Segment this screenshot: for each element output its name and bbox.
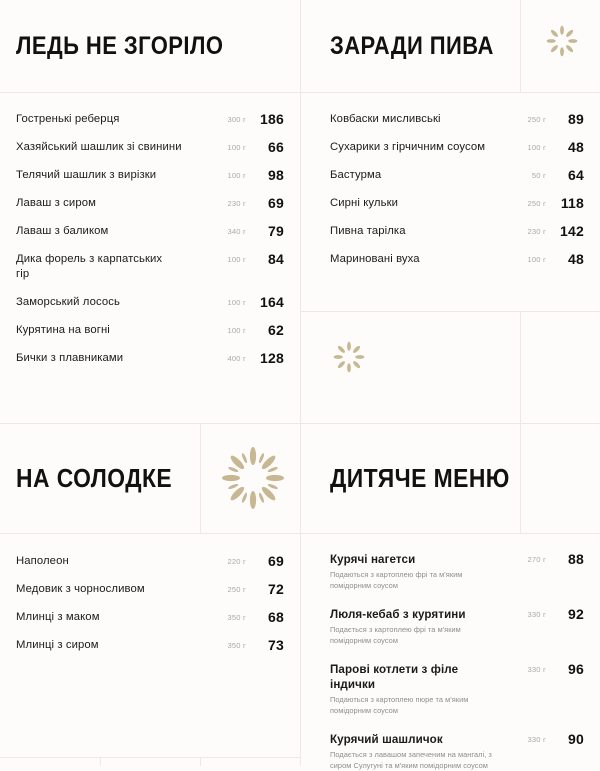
- sunburst-sweet-icon: [222, 447, 284, 509]
- menu-item-main: [16, 610, 204, 625]
- menu-item-price: 89: [568, 111, 584, 127]
- item-list-kids: [330, 552, 584, 771]
- menu-item-price: 118: [560, 195, 584, 211]
- menu-item-name: Пивна тарілка: [330, 225, 406, 237]
- menu-item-price: 164: [260, 294, 284, 310]
- menu-item[interactable]: [16, 112, 284, 127]
- menu-item-main: [330, 168, 504, 183]
- menu-item-main: [330, 112, 504, 127]
- rule-vertical-right-head: [520, 0, 521, 92]
- menu-item-weight: 230 г: [227, 199, 246, 208]
- menu-item-main: [330, 224, 504, 239]
- menu-item-price: 142: [560, 223, 584, 239]
- menu-item-main: [16, 351, 204, 366]
- section-header-sweet: [0, 423, 200, 533]
- item-list-grill: [16, 112, 284, 366]
- menu-item-description: Подаються з картоплею фрі та м'яким помідорним соусом: [330, 570, 463, 590]
- menu-item-weight: 250 г: [227, 585, 246, 594]
- rule-horizontal-bottom: [0, 757, 300, 758]
- menu-item-price: 68: [268, 609, 284, 625]
- menu-item-price: 96: [568, 661, 584, 677]
- menu-item-name: Медовик з чорносливом: [16, 583, 145, 595]
- menu-item-weight: 400 г: [227, 354, 246, 363]
- menu-item[interactable]: [16, 638, 284, 653]
- menu-item-weight: 330 г: [527, 665, 546, 674]
- menu-item-weight: 340 г: [227, 227, 246, 236]
- rule-vertical-center: [300, 0, 301, 766]
- section-header-grill: [0, 0, 300, 92]
- menu-item-name: Люля-кебаб з курятини: [330, 608, 466, 621]
- menu-item-main: [16, 252, 204, 282]
- menu-item-main: [16, 295, 204, 310]
- item-list-sweet: [16, 554, 284, 653]
- menu-item-price: 92: [568, 606, 584, 622]
- menu-item-name: Лаваш з сиром: [16, 197, 96, 209]
- menu-item-price: 48: [568, 139, 584, 155]
- menu-item-weight: 100 г: [227, 143, 246, 152]
- menu-item[interactable]: [330, 224, 584, 239]
- menu-item-price: 186: [260, 111, 284, 127]
- sunburst-top-right-icon: [545, 24, 579, 58]
- menu-item-name: Наполеон: [16, 555, 69, 567]
- menu-item-price: 62: [268, 322, 284, 338]
- section-title-grill: ЛЕДЬ НЕ ЗГОРІЛО: [16, 31, 224, 60]
- menu-item-price: 98: [268, 167, 284, 183]
- menu-item-weight: 250 г: [527, 115, 546, 124]
- menu-item[interactable]: [16, 610, 284, 625]
- menu-item-name: Мариновані вуха: [330, 253, 420, 265]
- menu-item-price: 66: [268, 139, 284, 155]
- section-header-beer: [300, 0, 520, 92]
- menu-item[interactable]: [330, 732, 584, 771]
- menu-item[interactable]: [16, 295, 284, 310]
- menu-item-main: [16, 582, 204, 597]
- rule-vertical-bottom-b: [200, 757, 201, 766]
- menu-item-price: 73: [268, 637, 284, 653]
- menu-item-main: [16, 112, 204, 127]
- menu-item-weight: 350 г: [227, 613, 246, 622]
- menu-item[interactable]: [16, 582, 284, 597]
- menu-item-main: [16, 554, 204, 569]
- menu-item-name: Дика форель з карпатських гір: [16, 253, 163, 280]
- menu-item-name: Бички з плавниками: [16, 352, 124, 364]
- menu-item-weight: 330 г: [527, 610, 546, 619]
- menu-item-name: Млинці з маком: [16, 611, 100, 623]
- menu-item-name: Курячий шашличок: [330, 733, 443, 746]
- rule-vertical-sweet-head: [200, 423, 201, 533]
- menu-item-price: 88: [568, 551, 584, 567]
- menu-item-main: [330, 140, 504, 155]
- menu-item-name: Парові котлети з філе індички: [330, 663, 459, 691]
- menu-item-description: Подається з картоплею фрі та м'яким помідорним соусом: [330, 625, 461, 645]
- item-list-beer: [330, 112, 584, 267]
- menu-item-main: [16, 638, 204, 653]
- menu-item-name: Хазяйський шашлик зі свинини: [16, 141, 182, 153]
- menu-item-weight: 330 г: [527, 735, 546, 744]
- menu-item[interactable]: [16, 554, 284, 569]
- menu-item-name: Телячий шашлик з вирізки: [16, 169, 157, 181]
- rule-vertical-kids-head: [520, 311, 521, 533]
- menu-item-price: 84: [268, 251, 284, 267]
- menu-item[interactable]: [16, 224, 284, 239]
- menu-item-price: 48: [568, 251, 584, 267]
- menu-item-weight: 100 г: [227, 171, 246, 180]
- menu-item-name: Сирні кульки: [330, 197, 399, 209]
- menu-item-price: 64: [568, 167, 584, 183]
- menu-item-name: Сухарики з гірчичним соусом: [330, 141, 486, 153]
- menu-item-main: [16, 168, 204, 183]
- menu-item-main: [330, 196, 504, 211]
- section-header-kids: [300, 423, 520, 533]
- section-title-kids: ДИТЯЧЕ МЕНЮ: [330, 463, 510, 493]
- menu-item-name: Лаваш з баликом: [16, 225, 109, 237]
- menu-item[interactable]: [330, 196, 584, 211]
- menu-item-price: 69: [268, 195, 284, 211]
- menu-item-price: 90: [568, 731, 584, 747]
- menu-item[interactable]: [330, 552, 584, 591]
- menu-item-weight: 270 г: [527, 555, 546, 564]
- menu-item-main: [330, 252, 504, 267]
- menu-item-price: 72: [268, 581, 284, 597]
- menu-item[interactable]: [16, 252, 284, 282]
- menu-item-name: Бастурма: [330, 169, 382, 181]
- menu-item-main: [330, 552, 504, 591]
- menu-item[interactable]: [16, 196, 284, 211]
- menu-item-main: [330, 607, 504, 646]
- rule-horizontal-mid-upper: [300, 311, 600, 312]
- menu-item[interactable]: [330, 662, 584, 716]
- menu-item-name: Млинці з сиром: [16, 639, 99, 651]
- sunburst-middle-icon: [332, 340, 366, 374]
- rule-vertical-bottom-a: [100, 757, 101, 766]
- menu-item-weight: 100 г: [227, 326, 246, 335]
- menu-item[interactable]: [330, 112, 584, 127]
- section-title-beer: ЗАРАДИ ПИВА: [330, 31, 494, 60]
- menu-item-weight: 50 г: [531, 171, 546, 180]
- menu-item[interactable]: [330, 252, 584, 267]
- menu-item-weight: 300 г: [227, 115, 246, 124]
- menu-item-description: Подається з лавашом запеченим на мангалі, з сиром Сулугуні та м'яким помідорним соусом: [330, 750, 492, 770]
- menu-item-price: 69: [268, 553, 284, 569]
- menu-item-price: 128: [260, 350, 284, 366]
- menu-item-weight: 100 г: [227, 298, 246, 307]
- menu-item[interactable]: [16, 140, 284, 155]
- menu-item[interactable]: [330, 607, 584, 646]
- menu-item-main: [16, 323, 204, 338]
- menu-item-name: Курячі нагетси: [330, 553, 416, 566]
- menu-item-weight: 100 г: [527, 143, 546, 152]
- menu-item-price: 79: [268, 223, 284, 239]
- menu-item-weight: 230 г: [527, 227, 546, 236]
- menu-item-weight: 250 г: [527, 199, 546, 208]
- menu-item[interactable]: [16, 323, 284, 338]
- menu-item[interactable]: [16, 168, 284, 183]
- menu-item-weight: 350 г: [227, 641, 246, 650]
- menu-item-weight: 100 г: [527, 255, 546, 264]
- menu-item[interactable]: [330, 168, 584, 183]
- menu-item-main: [16, 196, 204, 211]
- menu-item-weight: 100 г: [227, 255, 246, 264]
- menu-item-description: Подаються з картоплею пюре та м'яким помідорним соусом: [330, 695, 469, 715]
- menu-item-main: [330, 732, 504, 771]
- menu-item-weight: 220 г: [227, 557, 246, 566]
- menu-item-name: Курятина на вогні: [16, 324, 110, 336]
- menu-item-main: [16, 140, 204, 155]
- section-title-sweet: НА СОЛОДКЕ: [16, 463, 173, 493]
- menu-item-name: Ковбаски мисливські: [330, 113, 441, 125]
- menu-item-main: [16, 224, 204, 239]
- menu-item[interactable]: [330, 140, 584, 155]
- menu-item[interactable]: [16, 351, 284, 366]
- menu-item-main: [330, 662, 504, 716]
- menu-item-name: Гостренькі реберця: [16, 113, 120, 125]
- menu-item-name: Заморський лосось: [16, 296, 120, 308]
